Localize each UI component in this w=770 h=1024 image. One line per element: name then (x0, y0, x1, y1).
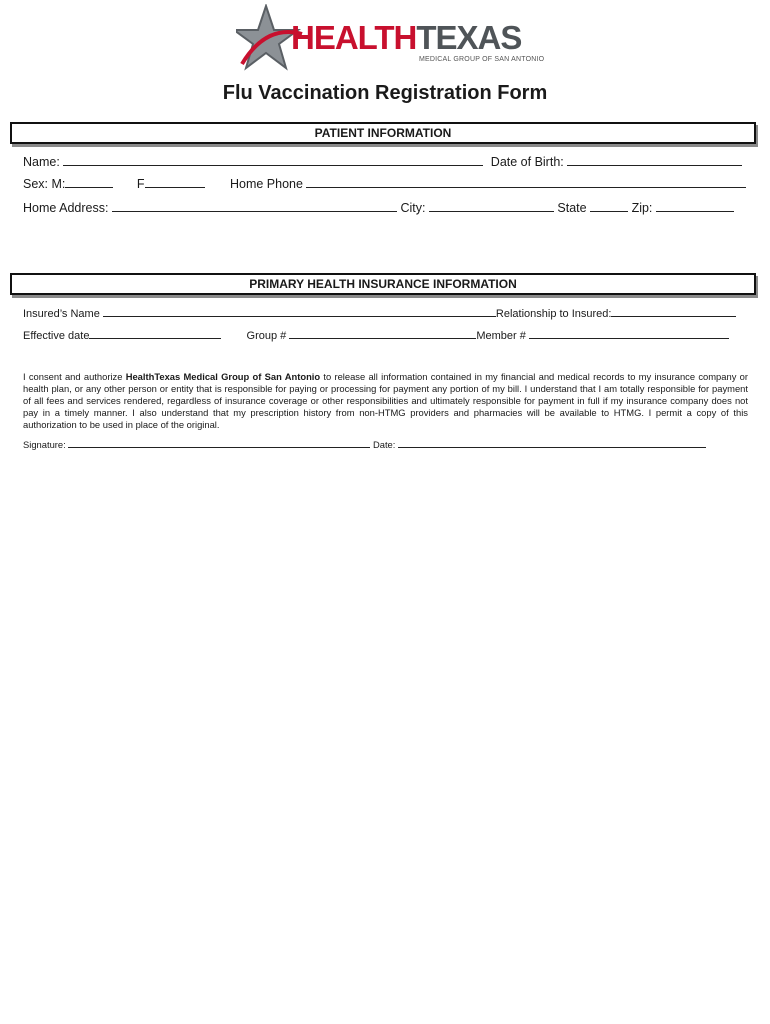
city-label: City: (400, 201, 426, 215)
dob-field[interactable] (567, 154, 742, 166)
insured-name-field[interactable] (103, 307, 496, 317)
signature-row (23, 438, 706, 450)
effective-date-field[interactable] (89, 329, 221, 339)
relationship-field[interactable] (611, 307, 736, 317)
dob-label: Date of Birth: (490, 155, 564, 169)
group-field[interactable] (289, 329, 476, 339)
state-field[interactable] (590, 200, 628, 212)
state-label: State (557, 201, 587, 215)
logo-texas: TEXAS (416, 19, 522, 56)
signature-field[interactable] (68, 438, 370, 448)
effective-date-label: Effective date (23, 330, 90, 342)
insurance-information-header: PRIMARY HEALTH INSURANCE INFORMATION (10, 273, 756, 295)
patient-information-header: PATIENT INFORMATION (10, 122, 756, 144)
member-field[interactable] (529, 329, 729, 339)
insured-name-label: Insured’s Name (23, 308, 100, 320)
consent-paragraph (23, 371, 748, 431)
city-field[interactable] (429, 200, 554, 212)
zip-field[interactable] (656, 200, 734, 212)
insured-name-row (23, 307, 736, 320)
consent-text-start: I consent and authorize (23, 371, 126, 382)
logo-wordmark (291, 18, 521, 58)
policy-row (23, 329, 729, 342)
sex-male-field[interactable] (65, 176, 113, 188)
form-title: Flu Vaccination Registration Form (222, 82, 548, 104)
consent-org-name: HealthTexas Medical Group of San Antonio (125, 371, 321, 382)
name-row (23, 154, 742, 169)
member-label: Member # (476, 330, 526, 342)
sex-female-label: F (136, 177, 145, 191)
logo-health: HEALTH (291, 19, 417, 56)
address-row (23, 200, 734, 215)
group-label: Group # (246, 330, 287, 342)
relationship-label: Relationship to Insured: (495, 308, 612, 320)
sex-row (23, 176, 746, 191)
home-address-label: Home Address: (23, 201, 109, 215)
name-field[interactable] (63, 154, 483, 166)
sex-male-label: Sex: M: (23, 177, 66, 191)
logo-subtitle: MEDICAL GROUP OF SAN ANTONIO (419, 56, 545, 63)
name-label: Name: (23, 155, 60, 169)
signature-date-label: Date: (372, 439, 396, 450)
consent-text-end: to release all information contained in my financial and medical records to my insurance company or health plan, or any other person or entity that is responsible for paying or processing for payment any portion of my bill. I understand that I am totally responsible for payment of all fees and services rendered, regardless of insurance coverage or other responsibilities and ultimately responsible for payment in full if my insurance company does not pay in a timely manner. I also understand that my prescription history from non-HTMG providers and pharmacies will be available to HTMG. I permit a copy of this authorization to be used in place of the original. (23, 371, 748, 430)
home-phone-field[interactable] (306, 176, 746, 188)
home-address-field[interactable] (112, 200, 397, 212)
signature-label: Signature: (23, 439, 66, 450)
sex-female-field[interactable] (145, 176, 205, 188)
home-phone-label: Home Phone (229, 177, 303, 191)
zip-label: Zip: (631, 201, 653, 215)
signature-date-field[interactable] (398, 438, 706, 448)
healthtexas-logo (236, 4, 545, 74)
